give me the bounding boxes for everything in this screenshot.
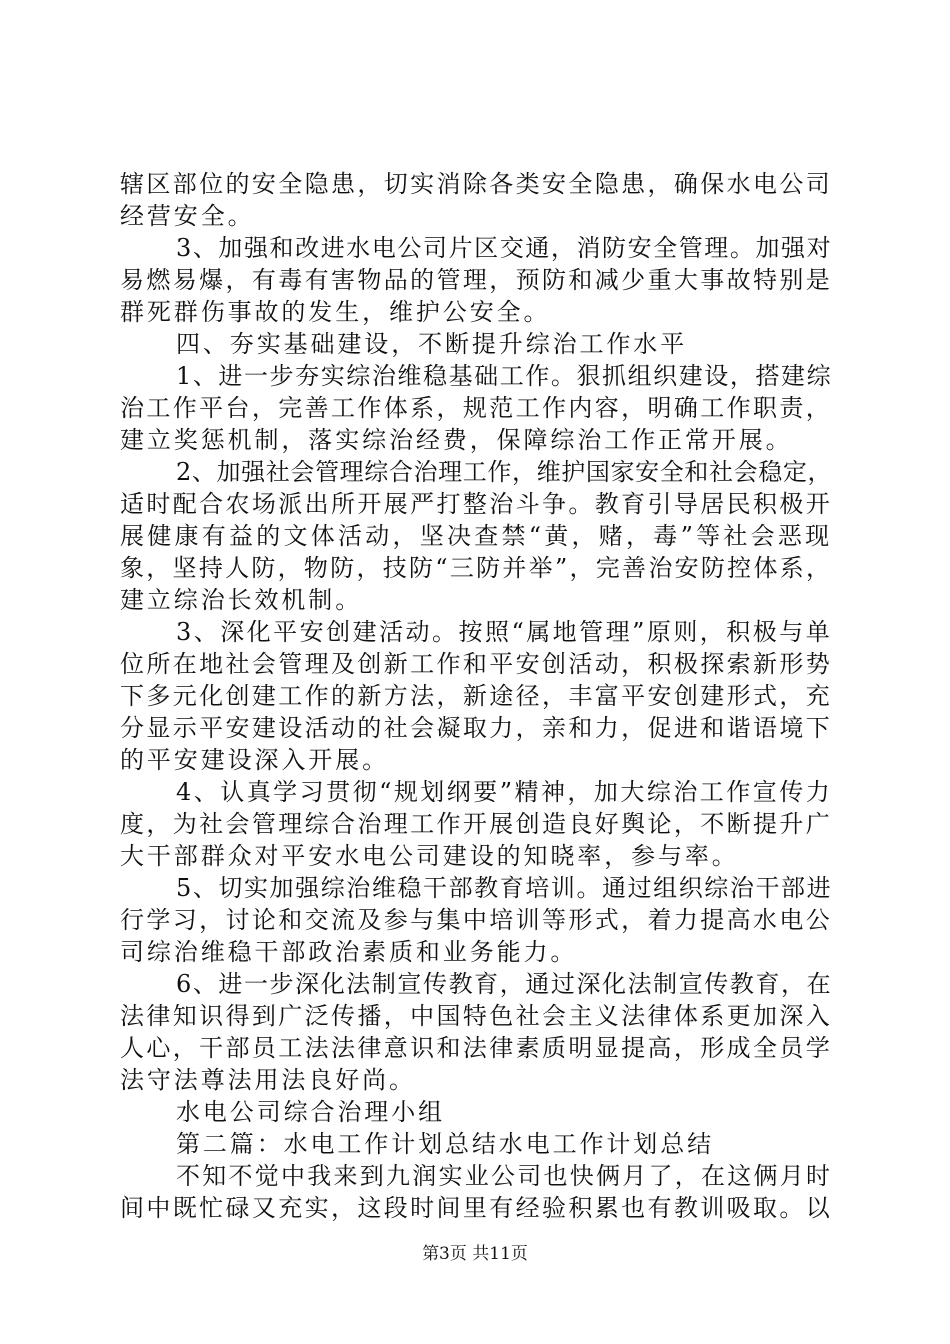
- text-line: 下多元化创建工作的新方法，新途径，丰富平安创建形式，充: [120, 682, 832, 710]
- text-line: 建立奖惩机制，落实综治经费，保障综治工作正常开展。: [120, 426, 793, 454]
- text-line: 群死群伤事故的发生，维护公安全。: [120, 298, 551, 326]
- text-line: 的平安建设深入开展。: [120, 746, 389, 774]
- text-line: 大干部群众对平安水电公司建设的知晓率，参与率。: [120, 842, 739, 870]
- text-line: 适时配合农场派出所开展严打整治斗争。教育引导居民积极开: [120, 490, 832, 518]
- text-line: 辖区部位的安全隐患，切实消除各类安全隐患，确保水电公司: [120, 170, 832, 198]
- text-line: 6、进一步深化法制宣传教育，通过深化法制宣传教育，在: [176, 970, 832, 998]
- text-line: 建立综治长效机制。: [120, 586, 363, 614]
- text-line: 位所在地社会管理及创新工作和平安创活动，积极探索新形势: [120, 650, 832, 678]
- document-body: [120, 168, 832, 1224]
- text-line: 2、加强社会管理综合治理工作，维护国家安全和社会稳定，: [176, 458, 832, 486]
- text-line: 四、夯实基础建设，不断提升综治工作水平: [176, 330, 688, 358]
- text-line: 易燃易爆，有毒有害物品的管理，预防和减少重大事故特别是: [120, 266, 832, 294]
- text-line: 治工作平台，完善工作体系，规范工作内容，明确工作职责，: [120, 394, 832, 422]
- text-line: 法律知识得到广泛传播，中国特色社会主义法律体系更加深入: [120, 1002, 832, 1030]
- text-line: 不知不觉中我来到九润实业公司也快俩月了，在这俩月时: [176, 1162, 832, 1190]
- text-line: 人心，干部员工法法律意识和法律素质明显提高，形成全员学: [120, 1034, 832, 1062]
- text-line: 4、认真学习贯彻“规划纲要”精神，加大综治工作宣传力: [176, 778, 832, 806]
- text-line: 1、进一步夯实综治维稳基础工作。狠抓组织建设，搭建综: [176, 362, 832, 390]
- text-line: 水电公司综合治理小组: [176, 1098, 445, 1126]
- text-line: 3、深化平安创建活动。按照“属地管理”原则，积极与单: [176, 618, 832, 646]
- text-line: 5、切实加强综治维稳干部教育培训。通过组织综治干部进: [176, 874, 832, 902]
- text-line: 分显示平安建设活动的社会凝取力，亲和力，促进和谐语境下: [120, 714, 832, 742]
- text-line: 经营安全。: [120, 202, 255, 230]
- text-line: 司综治维稳干部政治素质和业务能力。: [120, 938, 578, 966]
- text-line: 法守法尊法用法良好尚。: [120, 1066, 416, 1094]
- page-number-footer: 第3页 共11页: [422, 1244, 528, 1264]
- text-line: 象，坚持人防，物防，技防“三防并举”，完善治安防控体系，: [120, 554, 832, 582]
- text-line: 度，为社会管理综合治理工作开展创造良好舆论，不断提升广: [120, 810, 832, 838]
- text-line: 第二篇：水电工作计划总结水电工作计划总结: [176, 1130, 714, 1158]
- text-line: 3、加强和改进水电公司片区交通，消防安全管理。加强对: [176, 234, 832, 262]
- text-line: 展健康有益的文体活动，坚决查禁“黄，赌，毒”等社会恶现: [120, 522, 832, 550]
- text-line: 行学习，讨论和交流及参与集中培训等形式，着力提高水电公: [120, 906, 832, 934]
- text-line: 间中既忙碌又充实，这段时间里有经验积累也有教训吸取。以: [120, 1194, 832, 1222]
